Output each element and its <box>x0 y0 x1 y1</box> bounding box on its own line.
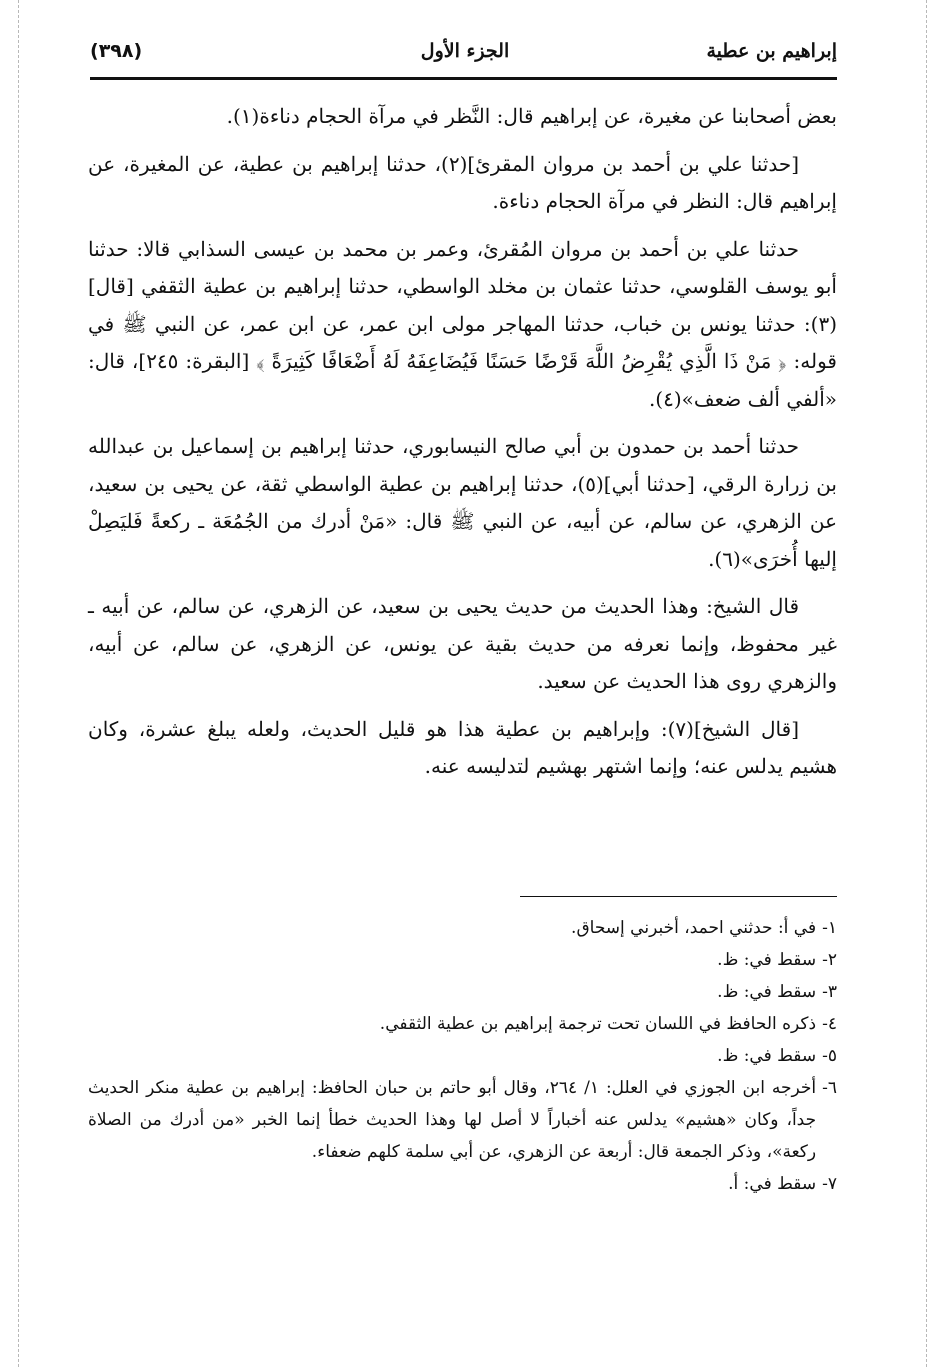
left-scan-guide <box>18 0 19 1367</box>
footnote-number: ٣- <box>822 982 837 1002</box>
paragraph: قال الشيخ: وهذا الحديث من حديث يحيى بن سعيد، عن الزهري، عن سالم، عن أبيه ـ غير محفوظ، وإنما نعرفه من حديث بقية عن يونس، عن الزهري، عن سالم، عن أبيه، والزهري روى هذا الحديث عن سعيد. <box>88 594 837 693</box>
main-text <box>88 98 837 796</box>
header-rule <box>90 77 837 80</box>
paragraph: حدثنا أحمد بن حمدون بن أبي صالح النيسابوري، حدثنا إبراهيم بن إسماعيل بن عبدالله بن زرارة الرقي، [حدثنا أبي](٥)، حدثنا إبراهيم بن عطية الواسطي ثقة، عن يحيى بن سعيد، عن الزهري، عن سالم، عن أبيه، عن النبي ﷺ قال: «مَنْ أدرك من الجُمُعَة ـ ركعةً فَليَصِلْ إليها أُخرَى»(٦). <box>88 434 837 571</box>
footnote <box>88 976 837 1008</box>
footnote-text: سقط في: ظ. <box>717 1046 817 1066</box>
footnote-rule <box>520 896 837 897</box>
footnote-number: ٢- <box>822 950 837 970</box>
footnote-text: أخرجه ابن الجوزي في العلل: ١/ ٢٦٤، وقال أبو حاتم بن حبان الحافظ: إبراهيم بن عطية منكر الحديث جداً، وكان «هشيم» يدلس عنه أخباراً لا أصل لها وهذا الحديث خطأ إنما الخبر «من أدرك من الصلاة ركعة»، وذكر الجمعة قال: أربعة عن الزهري، عن أبي سلمة كلهم ضعفاء. <box>88 1078 817 1162</box>
footnote-text: سقط في: أ. <box>728 1174 817 1194</box>
footnote <box>88 944 837 976</box>
page-number: (٣٩٨) <box>90 40 143 62</box>
footnote-text: سقط في: ظ. <box>717 982 817 1002</box>
footnote-text: ذكره الحافظ في اللسان تحت ترجمة إبراهيم بن عطية الثقفي. <box>379 1014 817 1034</box>
footnote-number: ٥- <box>822 1046 837 1066</box>
footnote-number: ٤- <box>822 1014 837 1034</box>
footnote-text: سقط في: ظ. <box>717 950 817 970</box>
paragraph: [حدثنا علي بن أحمد بن مروان المقرئ](٢)، حدثنا إبراهيم بن عطية، عن المغيرة، عن إبراهيم قال: النظر في مرآة الحجام دناءة. <box>88 151 837 213</box>
paragraph: حدثنا علي بن أحمد بن مروان المُقرئ، وعمر بن محمد بن عيسى السذابي قالا: حدثنا أبو يوسف القلوسي، حدثنا عثمان بن مخلد الواسطي، حدثنا إبراهيم بن عطية الثقفي [قال](٣): حدثنا يونس بن خباب، حدثنا المهاجر مولى ابن عمر، عن ابن عمر، عن النبي ﷺ في قوله: ﴿ مَنْ ذَا الَّذِي يُقْرِضُ اللَّهَ قَرْضًا حَسَنًا فَيُضَاعِفَهُ لَهُ أَضْعَافًا كَثِيرَةً ﴾ [البقرة: ٢٤٥]، قال: «ألفي ألف ضعف»(٤). <box>88 236 837 411</box>
paragraph: بعض أصحابنا عن مغيرة، عن إبراهيم قال: النَّظر في مرآة الحجام دناءة(١). <box>226 104 837 128</box>
footnote-number: ٧- <box>822 1174 837 1194</box>
footnote-number: ١- <box>822 918 837 938</box>
footnote <box>88 1072 837 1168</box>
paragraph: [قال الشيخ](٧): وإبراهيم بن عطية هذا هو قليل الحديث، ولعله يبلغ عشرة، وكان هشيم يدلس عنه؛ وإنما اشتهر بهشيم لتدليسه عنه. <box>88 716 837 778</box>
footnote <box>88 1168 837 1200</box>
footnote-number: ٦- <box>822 1078 837 1098</box>
footnote <box>88 912 837 944</box>
footnote <box>88 1040 837 1072</box>
footnote-text: في أ: حدثني احمد، أخبرني إسحاق. <box>571 918 817 938</box>
narrator-name: إبراهيم بن عطية <box>706 40 837 62</box>
footnotes <box>88 912 837 1200</box>
running-header <box>90 38 837 72</box>
part-title: الجزء الأول <box>420 40 510 62</box>
footnote <box>88 1008 837 1040</box>
right-scan-guide <box>926 0 927 1367</box>
